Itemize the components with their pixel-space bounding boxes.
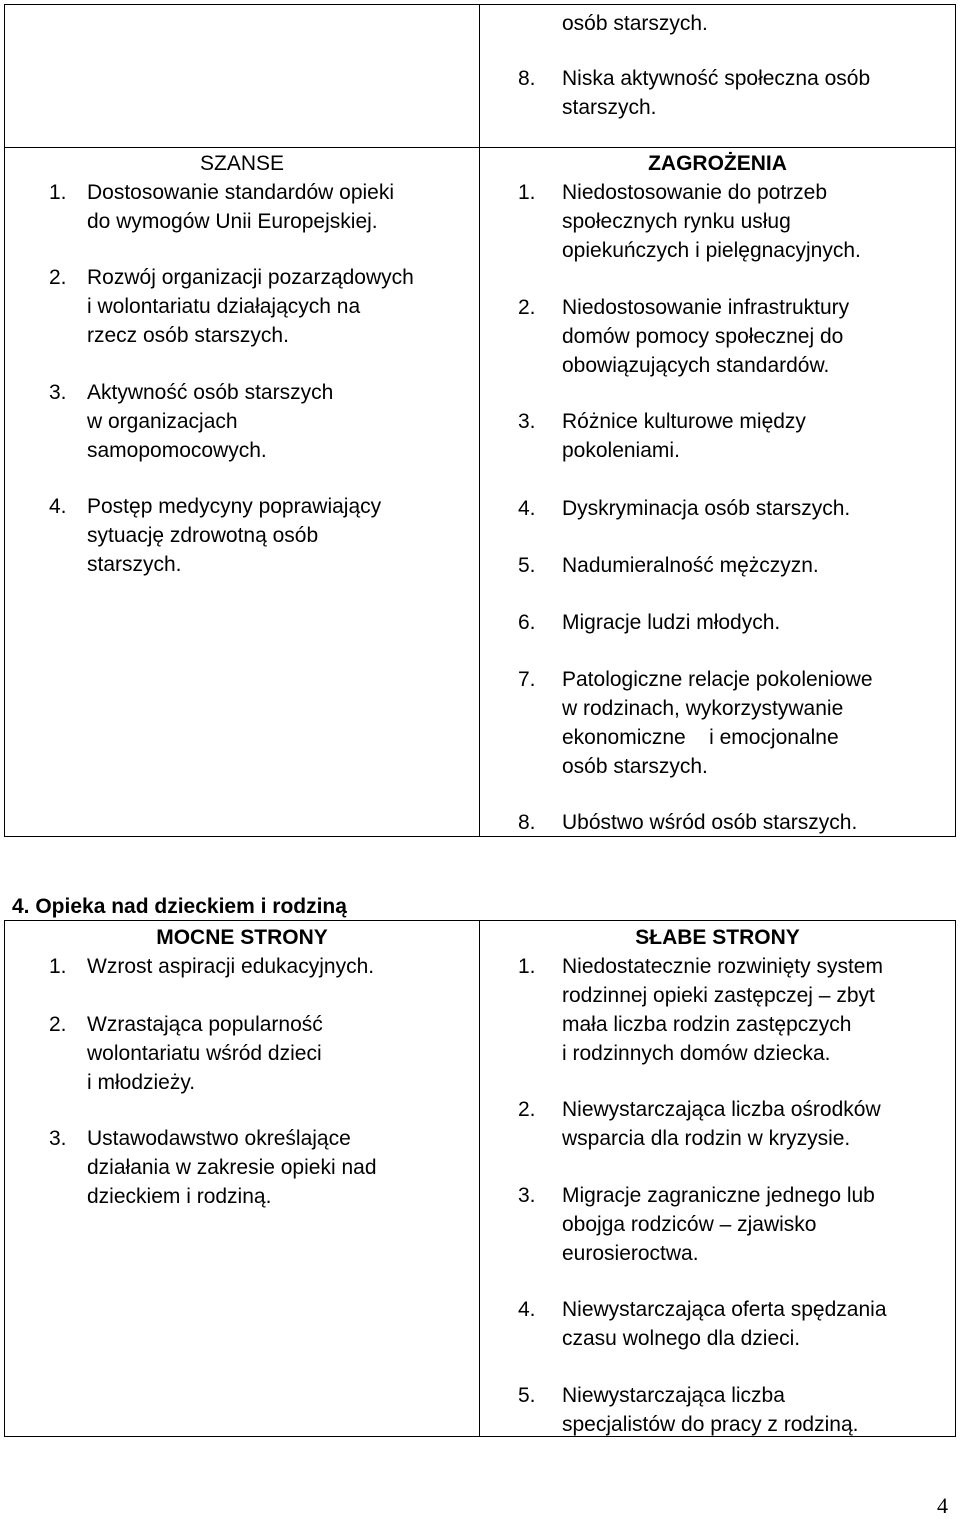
threat-item-number: 1. [518, 181, 536, 204]
opportunity-item-text: Postęp medycyny poprawiający [87, 495, 382, 518]
threat-item-number: 3. [518, 410, 536, 433]
threat-item-1 [518, 178, 958, 265]
opportunity-item-text: do wymogów Unii Europejskiej. [87, 210, 378, 233]
opportunity-item-text: Dostosowanie standardów opieki [87, 181, 395, 204]
threat-item-text: pokoleniami. [562, 439, 680, 462]
weakness-item-1 [518, 952, 958, 1068]
threat-item-number: 5. [518, 554, 536, 577]
threat-item-4 [518, 494, 958, 523]
opportunity-item-3 [49, 378, 489, 465]
weakness-item-number: 2. [518, 1098, 536, 1121]
top-row-right-cell [479, 4, 956, 148]
opportunity-item-number: 4. [49, 495, 67, 518]
strength-item-1 [49, 952, 489, 981]
opportunity-item-text: Rozwój organizacji pozarządowych [87, 266, 414, 289]
strength-item-text: Ustawodawstwo określające [87, 1127, 351, 1150]
weakness-item-text: Niewystarczająca liczba [562, 1384, 785, 1407]
threat-item-text: Niedostosowanie do potrzeb [562, 181, 828, 204]
threat-item-number: 2. [518, 296, 536, 319]
threat-item-text: Patologiczne relacje pokoleniowe [562, 668, 873, 691]
weaknesses-heading: SŁABE STRONY [635, 926, 800, 949]
strength-item-text: wolontariatu wśród dzieci [87, 1042, 322, 1065]
threat-item-text: Nadumieralność mężczyzn. [562, 554, 819, 577]
threat-item-text: Niedostosowanie infrastruktury [562, 296, 850, 319]
opportunity-item-1 [49, 178, 489, 236]
weakness-item-text: Niewystarczająca oferta spędzania [562, 1298, 887, 1321]
opportunities-heading: SZANSE [199, 152, 285, 175]
opportunity-item-number: 2. [49, 266, 67, 289]
threat-item-5 [518, 551, 958, 580]
opportunity-item-text: Aktywność osób starszych [87, 381, 334, 404]
page-number: 4 [937, 1493, 948, 1518]
threat-item-text: opiekuńczych i pielęgnacyjnych. [562, 239, 861, 262]
opportunity-item-4 [49, 492, 489, 579]
weakness-item-text: Niedostatecznie rozwinięty system [562, 955, 883, 978]
strengths-heading: MOCNE STRONY [156, 926, 328, 949]
threat-item-text: Migracje ludzi młodych. [562, 611, 781, 634]
threat-item-text: obowiązujących standardów. [562, 354, 830, 377]
threats-cell [479, 147, 956, 837]
weakness-item-8: 8. Niska aktywność społeczna osób starszych. [518, 67, 871, 119]
threat-item-number: 6. [518, 611, 536, 634]
weakness-item-3 [518, 1181, 958, 1268]
weakness-item-4 [518, 1295, 958, 1353]
weakness-item-number: 4. [518, 1298, 536, 1321]
section-title: 4. Opieka nad dzieckiem i rodziną [12, 895, 347, 918]
opportunity-item-2 [49, 263, 489, 350]
threat-item-text: w rodzinach, wykorzystywanie [562, 697, 844, 720]
strength-item-3 [49, 1124, 489, 1211]
threat-item-3 [518, 407, 958, 465]
opportunities-cell [4, 147, 480, 837]
opportunity-item-text: rzecz osób starszych. [87, 324, 289, 347]
threat-item-number: 8. [518, 811, 536, 834]
weakness-item-text: Migracje zagraniczne jednego lub [562, 1184, 875, 1207]
weakness-item-text: Niewystarczająca liczba ośrodków [562, 1098, 881, 1121]
weakness-item-text: i rodzinnych domów dziecka. [562, 1042, 831, 1065]
weakness-item-text: czasu wolnego dla dzieci. [562, 1327, 801, 1350]
strength-item-number: 2. [49, 1013, 67, 1036]
strength-item-text: dzieckiem i rodziną. [87, 1185, 272, 1208]
weaknesses-cell [479, 920, 956, 1437]
opportunity-item-text: i wolontariatu działających na [87, 295, 361, 318]
threat-item-text: Dyskryminacja osób starszych. [562, 497, 851, 520]
opportunity-item-number: 3. [49, 381, 67, 404]
strengths-cell [4, 920, 480, 1437]
threat-item-text: osób starszych. [562, 755, 708, 778]
weakness-item-text: obojga rodziców – zjawisko [562, 1213, 817, 1236]
threat-item-text: Ubóstwo wśród osób starszych. [562, 811, 858, 834]
opportunity-item-text: w organizacjach [87, 410, 238, 433]
weakness-item-text: eurosieroctwa. [562, 1242, 699, 1265]
weakness-item-5 [518, 1381, 958, 1439]
strength-item-number: 1. [49, 955, 67, 978]
strength-item-text: Wzrastająca popularność [87, 1013, 323, 1036]
top-row-left-cell [4, 4, 480, 148]
weakness-item-text: mała liczba rodzin zastępczych [562, 1013, 852, 1036]
weakness-continuation: osób starszych. [562, 12, 708, 35]
opportunity-item-text: starszych. [87, 553, 182, 576]
threat-item-7 [518, 665, 958, 781]
weakness-item-text: rodzinnej opieki zastępczej – zbyt [562, 984, 875, 1007]
threat-item-text: społecznych rynku usług [562, 210, 791, 233]
threat-item-text: Różnice kulturowe między [562, 410, 806, 433]
opportunity-item-number: 1. [49, 181, 67, 204]
strength-item-text: działania w zakresie opieki nad [87, 1156, 377, 1179]
opportunity-item-text: sytuację zdrowotną osób [87, 524, 319, 547]
weakness-item-number: 1. [518, 955, 536, 978]
weakness-item-number: 3. [518, 1184, 536, 1207]
weakness-item-text: wsparcia dla rodzin w kryzysie. [562, 1127, 851, 1150]
opportunity-item-text: samopomocowych. [87, 439, 267, 462]
threats-heading: ZAGROŻENIA [648, 152, 787, 175]
threat-item-2 [518, 293, 958, 380]
threat-item-text: domów pomocy społecznej do [562, 325, 844, 348]
threat-item-text: ekonomiczne i emocjonalne [562, 726, 839, 749]
weakness-item-number: 5. [518, 1384, 536, 1407]
weakness-item-2 [518, 1095, 958, 1153]
strength-item-text: Wzrost aspiracji edukacyjnych. [87, 955, 375, 978]
threat-item-8 [518, 808, 958, 837]
threat-item-number: 7. [518, 668, 536, 691]
strength-item-number: 3. [49, 1127, 67, 1150]
threat-item-number: 4. [518, 497, 536, 520]
weakness-item-text: specjalistów do pracy z rodziną. [562, 1413, 859, 1436]
strength-item-text: i młodzieży. [87, 1071, 196, 1094]
strength-item-2 [49, 1010, 489, 1097]
threat-item-6 [518, 608, 958, 637]
